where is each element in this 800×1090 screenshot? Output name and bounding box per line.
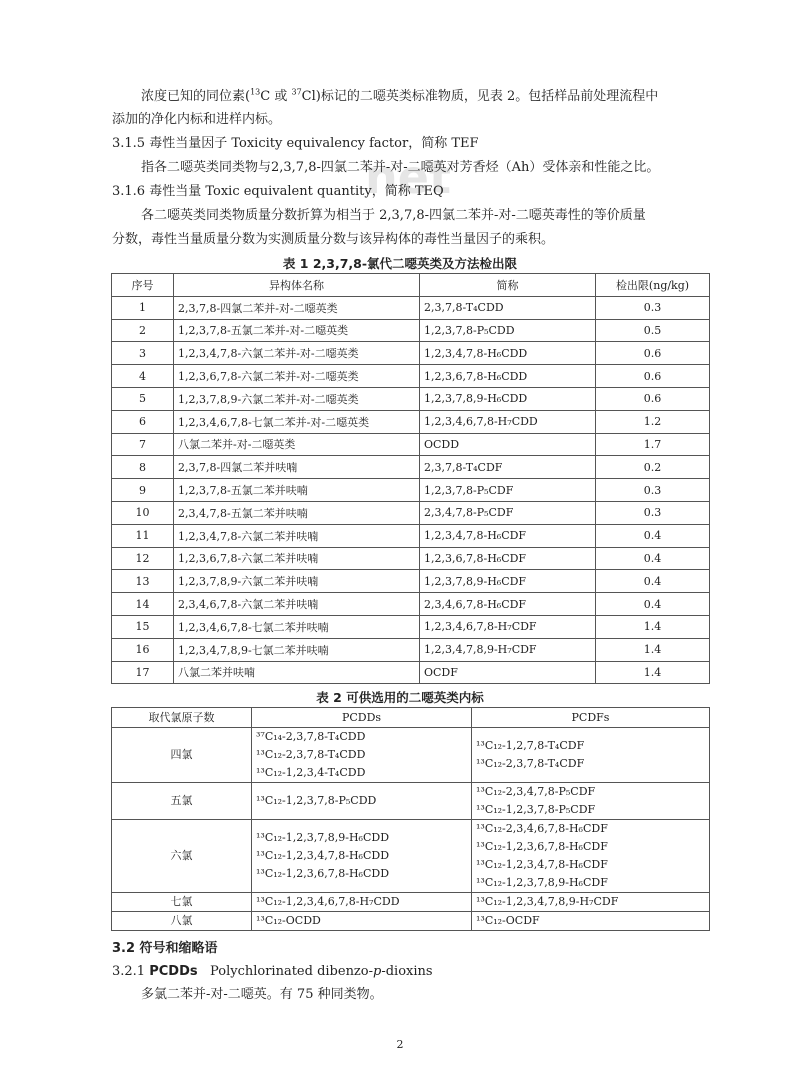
table1-cell: 1,2,3,4,7,8-六氯二苯并呋喃 (174, 524, 420, 547)
table2-pcdds-cell (252, 820, 472, 893)
table1-cell: 1,2,3,7,8-P₅CDF (420, 479, 596, 502)
table1-cell: 0.4 (596, 593, 710, 616)
table1-cell: 2,3,4,7,8-P₅CDF (420, 501, 596, 524)
table1-cell: OCDD (420, 433, 596, 456)
table1-cell: 2 (112, 319, 174, 342)
table1-header-cell: 简称 (420, 274, 596, 297)
paragraph-standards: 浓度已知的同位素($^{13}$C 或 $^{37}$Cl)标记的二噁英类标准物质，见表 2。包括样品前处理流程中 (141, 87, 659, 104)
table1-cell: 八氯二苯并-对-二噁英类 (174, 433, 420, 456)
table1-header-cell: 序号 (112, 274, 174, 297)
table1-cell: 0.6 (596, 387, 710, 410)
table1-row (112, 638, 710, 661)
table1-row (112, 479, 710, 502)
table2-standard: ¹³C₁₂-2,3,4,6,7,8-H₆CDF (476, 822, 608, 835)
table2-row (112, 912, 710, 931)
table2-standard: ¹³C₁₂-1,2,3,7,8-P₅CDF (476, 803, 596, 816)
table1-row (112, 433, 710, 456)
section-3-1-6-body-line2: 分数，毒性当量质量分数为实测质量分数与该异构体的毒性当量因子的乘积。 (112, 232, 555, 247)
table1-cell: 1,2,3,4,6,7,8-H₇CDF (420, 615, 596, 638)
table1-cell: 0.3 (596, 501, 710, 524)
table2-standard: ¹³C₁₂-2,3,7,8-T₄CDD (256, 748, 366, 761)
table2-header-cell: 取代氯原子数 (112, 708, 252, 728)
table2-chlorine-count: 四氯 (112, 728, 252, 783)
table1-cell: 8 (112, 456, 174, 479)
table2-standard: ¹³C₁₂-OCDF (476, 914, 540, 927)
table2-standard: ¹³C₁₂-1,2,3,7,8-P₅CDD (256, 794, 377, 807)
table1-cell: 1,2,3,6,7,8-H₆CDF (420, 547, 596, 570)
table1-cell: 4 (112, 365, 174, 388)
table1-cell: 0.5 (596, 319, 710, 342)
table1-cell: 2,3,4,6,7,8-H₆CDF (420, 593, 596, 616)
table1-cell: 10 (112, 501, 174, 524)
table2 (111, 707, 710, 931)
table1-cell: 14 (112, 593, 174, 616)
table1-cell: 2,3,7,8-T₄CDF (420, 456, 596, 479)
table2-row (112, 783, 710, 820)
table1-cell: 1,2,3,4,7,8,9-H₇CDF (420, 638, 596, 661)
table2-standard: ¹³C₁₂-2,3,4,7,8-P₅CDF (476, 785, 596, 798)
table1-cell: 1,2,3,7,8-P₅CDD (420, 319, 596, 342)
table1-cell: 0.3 (596, 479, 710, 502)
table2-standard: ¹³C₁₂-1,2,3,6,7,8-H₆CDF (476, 840, 608, 853)
table1-cell: 1.2 (596, 410, 710, 433)
table2-pcdfs-cell (472, 912, 710, 931)
table1-row (112, 661, 710, 684)
table1-row (112, 570, 710, 593)
table1-row (112, 342, 710, 365)
table2-standard: ¹³C₁₂-1,2,3,7,8,9-H₆CDF (476, 876, 608, 889)
table1-row (112, 319, 710, 342)
table2-standard: ¹³C₁₂-1,2,3,6,7,8-H₆CDD (256, 867, 390, 880)
table1 (111, 273, 710, 684)
table1-cell: 1.7 (596, 433, 710, 456)
table1-row (112, 547, 710, 570)
table2-standard: ¹³C₁₂-1,2,3,4,6,7,8-H₇CDD (256, 895, 400, 908)
table1-row (112, 456, 710, 479)
table1-cell: 1,2,3,6,7,8-六氯二苯并-对-二噁英类 (174, 365, 420, 388)
table1-row (112, 296, 710, 319)
table2-pcdfs-cell (472, 820, 710, 893)
table2-chlorine-count: 五氯 (112, 783, 252, 820)
table2-pcdds-cell (252, 893, 472, 912)
table1-cell: 1,2,3,7,8,9-六氯二苯并呋喃 (174, 570, 420, 593)
table1-cell: 0.6 (596, 365, 710, 388)
table2-pcdds-cell (252, 728, 472, 783)
table2-standard: ³⁷C₁₄-2,3,7,8-T₄CDD (256, 730, 366, 743)
table1-cell: 17 (112, 661, 174, 684)
table1-cell: 0.3 (596, 296, 710, 319)
table1-cell: 1,2,3,7,8-五氯二苯并呋喃 (174, 479, 420, 502)
table1-header-cell: 检出限(ng/kg) (596, 274, 710, 297)
paragraph-standards-line2: 添加的净化内标和进样内标。 (112, 112, 282, 127)
table1-cell: 1,2,3,7,8,9-H₆CDD (420, 387, 596, 410)
table2-pcdfs-cell (472, 728, 710, 783)
table2-header-cell: PCDFs (472, 708, 710, 728)
table2-pcdds-cell (252, 912, 472, 931)
table1-cell: 1,2,3,7,8,9-H₆CDF (420, 570, 596, 593)
table1-body (112, 296, 710, 684)
table1-row (112, 524, 710, 547)
table1-cell: 2,3,4,6,7,8-六氯二苯并呋喃 (174, 593, 420, 616)
table1-cell: 2,3,4,7,8-五氯二苯并呋喃 (174, 501, 420, 524)
table2-row (112, 893, 710, 912)
table2-caption: 表 2 可供选用的二噁英类内标 (316, 690, 484, 705)
table1-cell: 1 (112, 296, 174, 319)
table1-row (112, 365, 710, 388)
table1-cell: 1,2,3,4,7,8-H₆CDF (420, 524, 596, 547)
section-3-1-5-body: 指各二噁英类同类物与2,3,7,8-四氯二苯并-对-二噁英对芳香烃（Ah）受体亲和性能之比。 (141, 160, 660, 175)
table1-cell: 1.4 (596, 638, 710, 661)
table1-cell: 1,2,3,4,7,8,9-七氯二苯并呋喃 (174, 638, 420, 661)
table1-cell: 1,2,3,4,6,7,8-七氯二苯并-对-二噁英类 (174, 410, 420, 433)
table1-cell: 1,2,3,7,8,9-六氯二苯并-对-二噁英类 (174, 387, 420, 410)
table1-cell: 1,2,3,4,6,7,8-H₇CDD (420, 410, 596, 433)
table1-row (112, 501, 710, 524)
table1-cell: 1,2,3,6,7,8-H₆CDD (420, 365, 596, 388)
table1-cell: 2,3,7,8-四氯二苯并呋喃 (174, 456, 420, 479)
table1-cell: 11 (112, 524, 174, 547)
table1-cell: 2,3,7,8-四氯二苯并-对-二噁英类 (174, 296, 420, 319)
table2-standard: ¹³C₁₂-1,2,3,4,7,8-H₆CDF (476, 858, 608, 871)
table1-cell: 0.6 (596, 342, 710, 365)
table1-cell: 6 (112, 410, 174, 433)
table2-standard: ¹³C₁₂-1,2,3,4-T₄CDD (256, 766, 366, 779)
table2-chlorine-count: 七氯 (112, 893, 252, 912)
table1-cell: 1,2,3,4,6,7,8-七氯二苯并呋喃 (174, 615, 420, 638)
table1-cell: 2,3,7,8-T₄CDD (420, 296, 596, 319)
table2-pcdfs-cell (472, 783, 710, 820)
table2-standard: ¹³C₁₂-1,2,3,7,8,9-H₆CDD (256, 831, 390, 844)
table1-cell: 16 (112, 638, 174, 661)
table2-chlorine-count: 八氯 (112, 912, 252, 931)
table1-caption: 表 1 2,3,7,8-氯代二噁英类及方法检出限 (282, 256, 518, 271)
table1-cell: 12 (112, 547, 174, 570)
table1-cell: 5 (112, 387, 174, 410)
table2-header-cell: PCDDs (252, 708, 472, 728)
table1-cell: 3 (112, 342, 174, 365)
table1-cell: OCDF (420, 661, 596, 684)
table2-row (112, 728, 710, 783)
table2-standard: ¹³C₁₂-1,2,3,4,7,8-H₆CDD (256, 849, 390, 862)
section-3-2-1-body: 多氯二苯并-对-二噁英。有 75 种同类物。 (141, 987, 383, 1002)
table2-standard: ¹³C₁₂-1,2,3,4,7,8,9-H₇CDF (476, 895, 619, 908)
table1-cell: 9 (112, 479, 174, 502)
table1-cell: 1,2,3,7,8-五氯二苯并-对-二噁英类 (174, 319, 420, 342)
table1-cell: 7 (112, 433, 174, 456)
section-3-2-1-heading: 3.2.1 PCDDs Polychlorinated dibenzo-p-dioxins (112, 964, 433, 979)
section-3-1-5-heading: 3.1.5 毒性当量因子 Toxicity equivalency factor，简称 TEF (112, 136, 479, 151)
table2-chlorine-count: 六氯 (112, 820, 252, 893)
table1-header-cell: 异构体名称 (174, 274, 420, 297)
table1-cell: 1.4 (596, 615, 710, 638)
table2-standard: ¹³C₁₂-OCDD (256, 914, 321, 927)
table2-standard: ¹³C₁₂-2,3,7,8-T₄CDF (476, 757, 585, 770)
table1-cell: 13 (112, 570, 174, 593)
table1-cell: 0.4 (596, 570, 710, 593)
table2-pcdds-cell (252, 783, 472, 820)
table1-cell: 0.4 (596, 524, 710, 547)
table2-header-row (112, 708, 710, 728)
table1-cell: 1.4 (596, 661, 710, 684)
table2-standard: ¹³C₁₂-1,2,7,8-T₄CDF (476, 739, 585, 752)
table2-body (112, 728, 710, 931)
table1-row (112, 593, 710, 616)
table1-header-row (112, 274, 710, 297)
table1-row (112, 615, 710, 638)
section-3-2-heading: 3.2 符号和缩略语 (112, 941, 218, 956)
page-number: 2 (396, 1038, 404, 1051)
table1-cell: 0.4 (596, 547, 710, 570)
table2-pcdfs-cell (472, 893, 710, 912)
table1-cell: 1,2,3,4,7,8-H₆CDD (420, 342, 596, 365)
section-3-1-6-body-line1: 各二噁英类同类物质量分数折算为相当于 2,3,7,8-四氯二苯并-对-二噁英毒性的等价质量 (141, 208, 646, 223)
table1-cell: 1,2,3,6,7,8-六氯二苯并呋喃 (174, 547, 420, 570)
table1-row (112, 410, 710, 433)
table1-cell: 15 (112, 615, 174, 638)
watermark: net (365, 150, 451, 204)
table1-cell: 八氯二苯并呋喃 (174, 661, 420, 684)
table1-cell: 0.2 (596, 456, 710, 479)
section-3-1-6-heading: 3.1.6 毒性当量 Toxic equivalent quantity，简称 TEQ (112, 184, 444, 199)
table1-row (112, 387, 710, 410)
table2-row (112, 820, 710, 893)
table1-cell: 1,2,3,4,7,8-六氯二苯并-对-二噁英类 (174, 342, 420, 365)
